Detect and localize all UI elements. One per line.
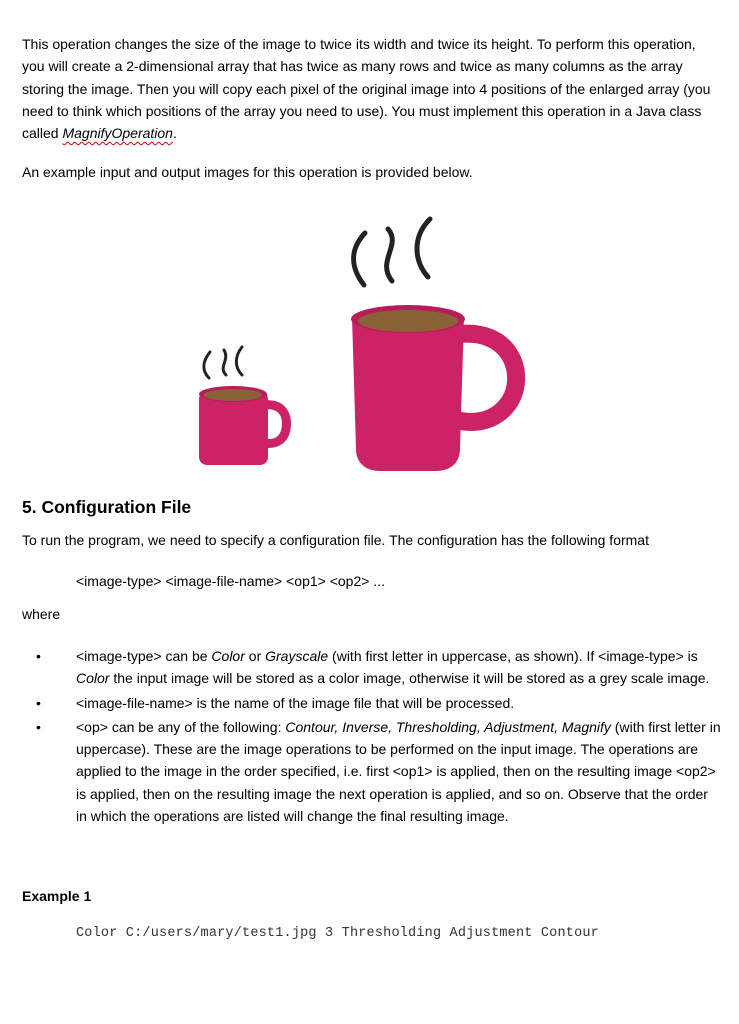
where-label: where xyxy=(22,606,61,622)
example-note: An example input and output images for this operation is provided below. xyxy=(22,164,473,180)
large-steam-icon xyxy=(354,219,430,285)
bullet-dot-icon: • xyxy=(36,718,41,735)
bullet-text: the input image will be stored as a color image, otherwise it will be stored as a grey scale image. xyxy=(109,670,710,687)
bullet-italic: Contour, Inverse, Thresholding, Adjustment, Magnify xyxy=(285,718,611,735)
bullet-italic: Color xyxy=(76,670,110,687)
intro-text: This operation changes the size of the image to twice its width and twice its height. To perform this operation, you will create a 2-dimensional array that has twice as many rows and twice as many columns as the array storing the image. Then you will copy each pixel of the original image into 4 positions of the enlarged array (you need to think which positions of the array you need to use). You must implement this operation in a Java class called xyxy=(22,36,711,142)
bullet-text: <image-file-name> is the name of the image file that will be processed. xyxy=(76,694,515,711)
intro-end: . xyxy=(172,125,177,142)
small-mug-icon xyxy=(199,386,286,465)
bullet-text: (with first letter in uppercase). These are the image operations to be performed on the input image. The operations are applied to the image in the order specified, i.e. first <op1> is applied, then on the resulting image <op2> is applied, then on the resulting image the next operation is applied, and so on. Observe that the order in which the operations are listed will change the final resulting image. xyxy=(76,718,721,825)
bullet-italic: Grayscale xyxy=(265,648,329,664)
bullet-list xyxy=(0,645,739,829)
small-steam-icon xyxy=(204,347,242,378)
bullet-file-name xyxy=(36,692,721,714)
large-mug-icon xyxy=(351,305,516,471)
bullet-dot-icon: • xyxy=(36,648,41,664)
bullet-text: or xyxy=(244,648,266,664)
bullet-italic: Color xyxy=(211,648,245,664)
intro-paragraph xyxy=(22,33,722,144)
bullet-dot-icon: • xyxy=(36,694,41,711)
example-code: Color C:/users/mary/test1.jpg 3 Thresholding Adjustment Contour xyxy=(76,926,599,941)
mug-figure xyxy=(180,205,560,475)
bullet-text: <op> can be any of the following: xyxy=(76,718,286,735)
bullet-image-type xyxy=(36,645,721,690)
section-intro: To run the program, we need to specify a configuration file. The configuration has the following format xyxy=(22,532,649,548)
bullet-text: (with first letter in uppercase, as shown). If <image-type> is xyxy=(328,648,698,664)
section-heading: 5. Configuration File xyxy=(22,497,192,517)
class-name-text: MagnifyOperation xyxy=(62,125,173,142)
bullet-text: <image-type> can be xyxy=(76,648,212,664)
bullet-operations xyxy=(36,716,721,827)
format-line: <image-type> <image-file-name> <op1> <op2> ... xyxy=(76,573,385,589)
example-title: Example 1 xyxy=(22,888,92,904)
